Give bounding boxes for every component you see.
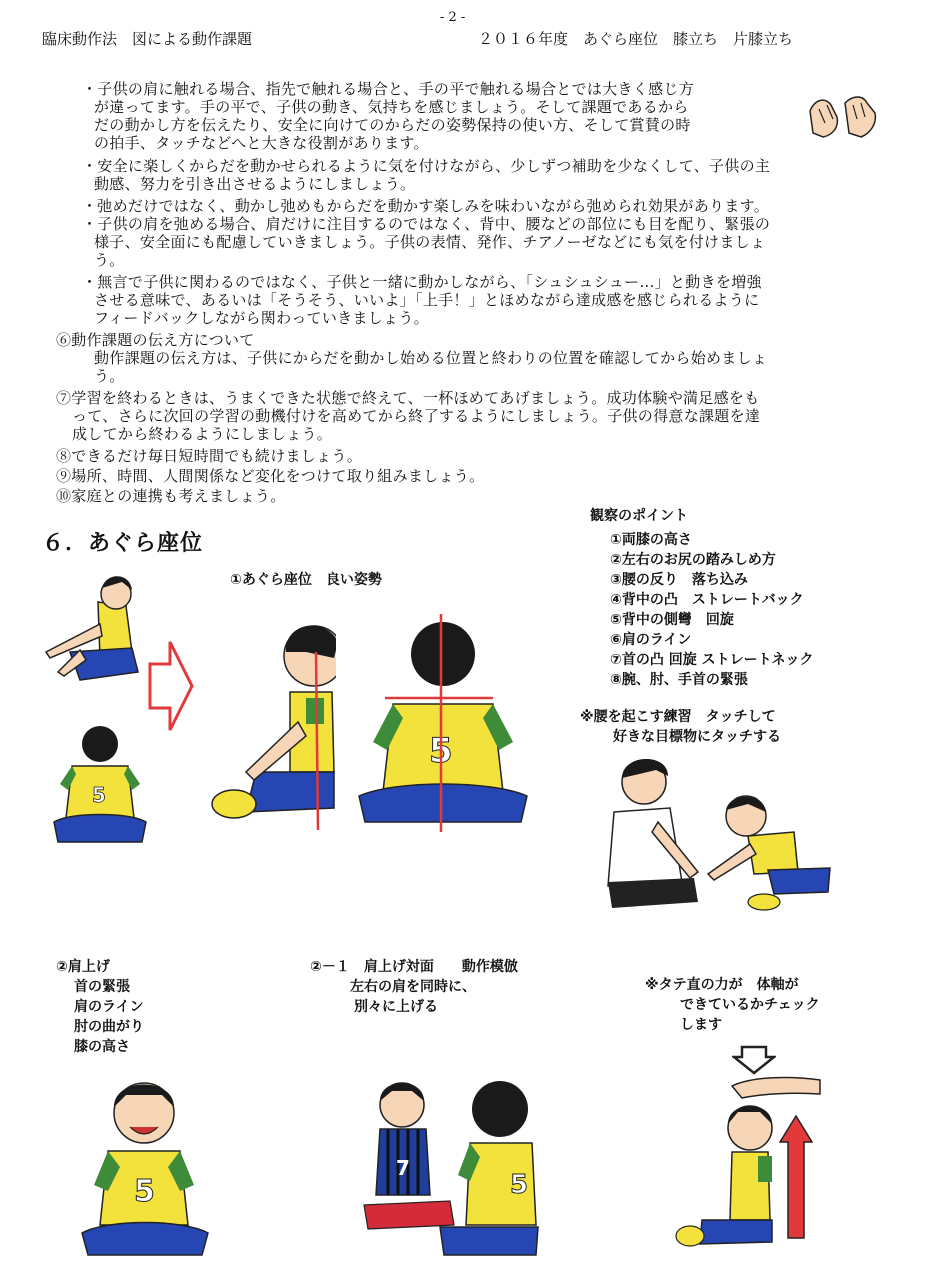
bullet-line: ・無言で子供に関わるのではなく、子供と一緒に動かしながら、「シュシュシュー…」と動きを増強: [82, 273, 762, 291]
child-front-smiling-illustration: [78, 1075, 213, 1265]
shirt-number: 5: [510, 1170, 529, 1200]
numbered-line: 動作課題の伝え方は、子供にからだを動かし始める位置と終わりの位置を確認してから始めましょ: [94, 349, 768, 367]
header-left: 臨床動作法 図による動作課題: [42, 30, 253, 48]
shirt-number: 5: [134, 1174, 155, 1209]
vertical-check-note: できているかチェック: [680, 997, 820, 1013]
shirt-number: 7: [396, 1156, 410, 1180]
practice-note: 好きな目標物にタッチする: [613, 729, 781, 745]
observation-point: ⑤背中の側彎 回旋: [610, 612, 734, 628]
bullet-line: が違ってます。手の平で、子供の動き、気持ちを感じましょう。そして課題であるから: [94, 98, 689, 116]
child-back-small-illustration: [50, 722, 150, 847]
observation-point: ⑧腕、肘、手首の緊張: [610, 672, 748, 688]
shoulder-raise-item: 肘の曲がり: [74, 1019, 144, 1035]
numbered-line: う。: [94, 367, 125, 385]
numbered-line: って、さらに次回の学習の動機付けを高めてから終了するようにしましょう。子供の得意な課題を達: [72, 407, 761, 425]
face-imitation-line: 別々に上げる: [354, 999, 438, 1015]
face-imitation-title: ②－１ 肩上げ対面 動作模倣: [310, 959, 518, 975]
bullet-line: 様子、安全面にも配慮していきましょう。子供の表情、発作、チアノーゼなどにも気を付けましょ: [94, 233, 766, 251]
vertical-check-note: します: [680, 1017, 722, 1033]
right-arrow-icon: [148, 640, 194, 732]
observation-point: ③腰の反り 落ち込み: [610, 572, 748, 588]
down-arrow-icon: [732, 1045, 776, 1075]
bullet-line: 動感、努力を引き出させるようにしましょう。: [94, 175, 416, 193]
child-back-view-illustration: [355, 612, 530, 834]
numbered-line: ⑨場所、時間、人間関係など変化をつけて取り組みましょう。: [56, 467, 485, 485]
shoulder-raise-item: 肩のライン: [74, 999, 144, 1015]
observation-point: ④背中の凸 ストレートバック: [610, 592, 804, 608]
bullet-line: させる意味で、あるいは「そうそう、いいよ」「上手！」とほめながら達成感を感じられるように: [94, 291, 760, 309]
clapping-hands-illustration: [805, 93, 880, 143]
face-imitation-line: 左右の肩を同時に、: [350, 979, 476, 995]
vertical-check-note: ※タテ直の力が 体軸が: [645, 977, 799, 993]
vertical-force-check-illustration: [672, 1072, 822, 1257]
numbered-line: ⑦学習を終わるときは、うまくできた状態で終えて、一杯ほめてあげましょう。成功体験や満足感をも: [56, 389, 760, 407]
numbered-line: ⑩家庭との連携も考えましょう。: [56, 487, 286, 505]
header-right: ２０１６年度 あぐら座位 膝立ち 片膝立ち: [478, 30, 794, 48]
touch-practice-illustration: [598, 752, 833, 922]
shirt-number: 5: [429, 731, 453, 771]
child-leaning-back-illustration: [40, 562, 150, 692]
bullet-line: だの動かし方を伝えたり、安全に向けてのからだの姿勢保持の使い方、そして賞賛の時: [94, 116, 691, 134]
section-title: ６．あぐら座位: [42, 531, 204, 556]
bullet-line: ・子供の肩に触れる場合、指先で触れる場合と、手の平で触れる場合とでは大きく感じ方: [82, 80, 695, 98]
bullet-line: の拍手、タッチなどへと大きな役割があります。: [94, 134, 429, 152]
practice-note: ※腰を起こす練習 タッチして: [580, 709, 776, 725]
numbered-line: ⑧できるだけ毎日短時間でも続けましょう。: [56, 447, 363, 465]
shoulder-raise-item: 首の緊張: [74, 979, 130, 995]
shirt-number: 5: [92, 783, 106, 807]
bullet-line: う。: [94, 251, 125, 269]
shoulder-raise-title: ②肩上げ: [56, 959, 110, 975]
page-number: - 2 -: [440, 10, 466, 25]
bullet-line: ・子供の肩を弛める場合、肩だけに注目するのではなく、背中、腰などの部位にも目を配り、緊張の: [82, 215, 771, 233]
numbered-line: 成してから終わるようにしましょう。: [72, 425, 333, 443]
observation-point: ⑥肩のライン: [610, 632, 692, 648]
good-posture-label: ①あぐら座位 良い姿勢: [230, 572, 382, 588]
bullet-line: ・安全に楽しくからだを動かせられるように気を付けながら、少しずつ補助を少なくして、子供の主: [82, 157, 771, 175]
observation-points-title: 観察のポイント: [590, 508, 688, 524]
numbered-line: ⑥動作課題の伝え方について: [56, 331, 255, 349]
shoulder-raise-item: 膝の高さ: [74, 1039, 130, 1055]
two-children-facing-illustration: [360, 1075, 540, 1260]
child-side-view-illustration: [206, 612, 336, 834]
observation-point: ①両膝の高さ: [610, 532, 692, 548]
bullet-line: ・弛めだけではなく、動かし弛めもからだを動かす楽しみを味わいながら弛められ効果があります。: [82, 197, 770, 215]
observation-point: ②左右のお尻の踏みしめ方: [610, 552, 776, 568]
bullet-line: フィードバックしながら関わっていきましょう。: [94, 309, 429, 327]
observation-point: ⑦首の凸 回旋 ストレートネック: [610, 652, 814, 668]
